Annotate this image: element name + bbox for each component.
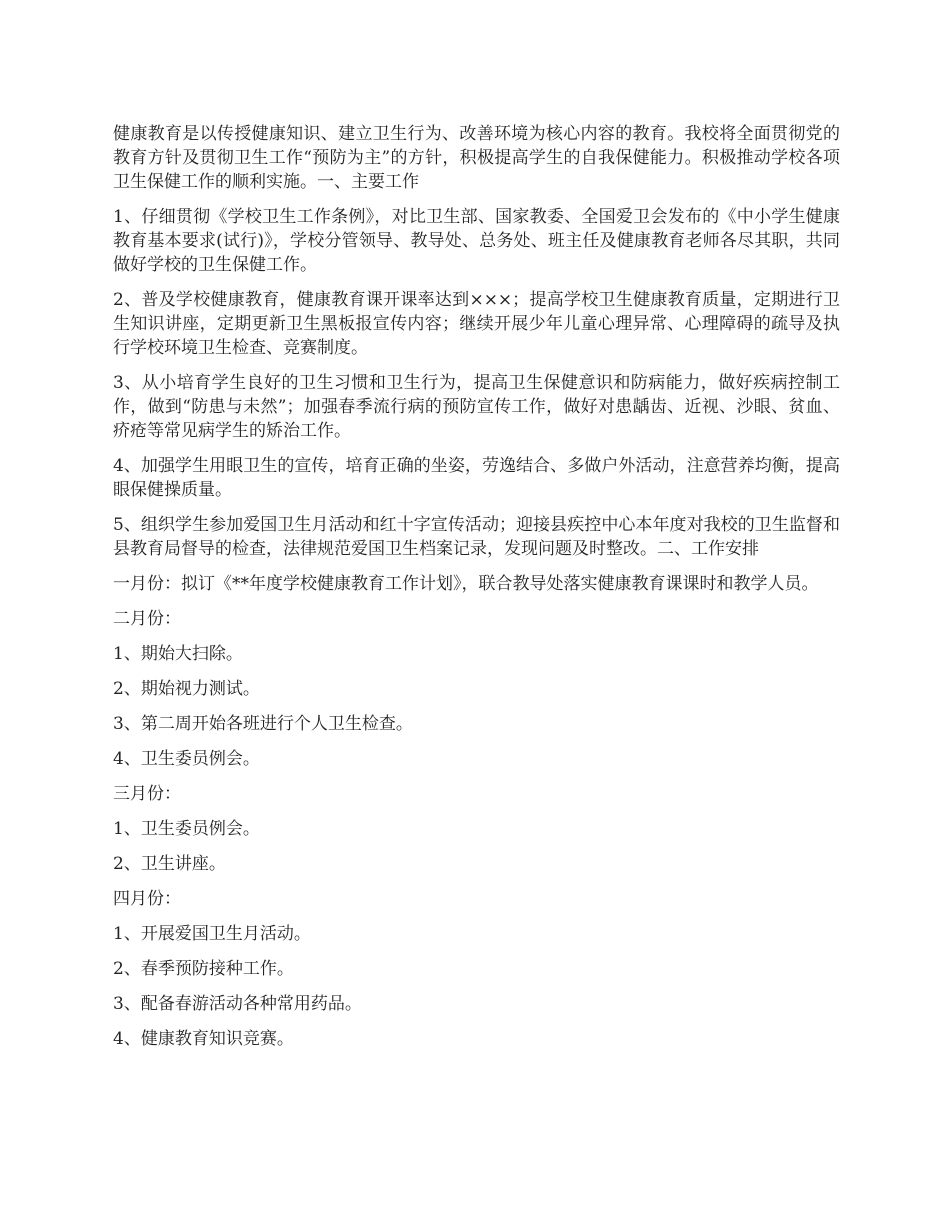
january-plan: 一月份：拟订《**年度学校健康教育工作计划》，联合教导处落实健康教育课课时和教学人员。 — [113, 574, 819, 594]
february-item-1: 1、期始大扫除。 — [113, 644, 243, 664]
document-body — [113, 122, 840, 1062]
main-work-item-3: 3、从小培育学生良好的卫生习惯和卫生行为，提高卫生保健意识和防病能力，做好疾病控制工作，做到“防患与未然”；加强春季流行病的预防宣传工作，做好对患龋齿、近视、沙眼、贫血、疥疮等常见病学生的矫治工作。 — [113, 373, 840, 441]
main-work-item-1: 1、仔细贯彻《学校卫生工作条例》，对比卫生部、国家教委、全国爱卫会发布的《中小学生健康教育基本要求(试行)》，学校分管领导、教导处、总务处、班主任及健康教育老师各尽其职，共同做好学校的卫生保健工作。 — [113, 207, 840, 275]
main-work-item-2: 2、普及学校健康教育，健康教育课开课率达到×××；提高学校卫生健康教育质量，定期进行卫生知识讲座，定期更新卫生黑板报宣传内容；继续开展少年儿童心理异常、心理障碍的疏导及执行学校环境卫生检查、竞赛制度。 — [113, 290, 840, 358]
intro-paragraph: 健康教育是以传授健康知识、建立卫生行为、改善环境为核心内容的教育。我校将全面贯彻党的教育方针及贯彻卫生工作“预防为主”的方针，积极提高学生的自我保健能力。积极推动学校各项卫生保健工作的顺利实施。一、主要工作 — [113, 124, 840, 192]
main-work-item-5: 5、组织学生参加爱国卫生月活动和红十字宣传活动；迎接县疾控中心本年度对我校的卫生监督和县教育局督导的检查，法律规范爱国卫生档案记录，发现问题及时整改。二、工作安排 — [113, 515, 840, 559]
february-item-3: 3、第二周开始各班进行个人卫生检查。 — [113, 714, 413, 734]
march-item-2: 2、卫生讲座。 — [113, 854, 226, 874]
march-heading: 三月份： — [113, 784, 181, 804]
february-item-2: 2、期始视力测试。 — [113, 679, 260, 699]
march-item-1: 1、卫生委员例会。 — [113, 819, 260, 839]
april-heading: 四月份： — [113, 889, 181, 909]
april-item-3: 3、配备春游活动各种常用药品。 — [113, 994, 362, 1014]
april-item-4: 4、健康教育知识竞赛。 — [113, 1029, 294, 1049]
main-work-item-4: 4、加强学生用眼卫生的宣传，培育正确的坐姿，劳逸结合、多做户外活动，注意营养均衡，提高眼保健操质量。 — [113, 456, 840, 500]
april-item-2: 2、春季预防接种工作。 — [113, 959, 294, 979]
february-heading: 二月份： — [113, 609, 181, 629]
february-item-4: 4、卫生委员例会。 — [113, 749, 260, 769]
april-item-1: 1、开展爱国卫生月活动。 — [113, 924, 311, 944]
